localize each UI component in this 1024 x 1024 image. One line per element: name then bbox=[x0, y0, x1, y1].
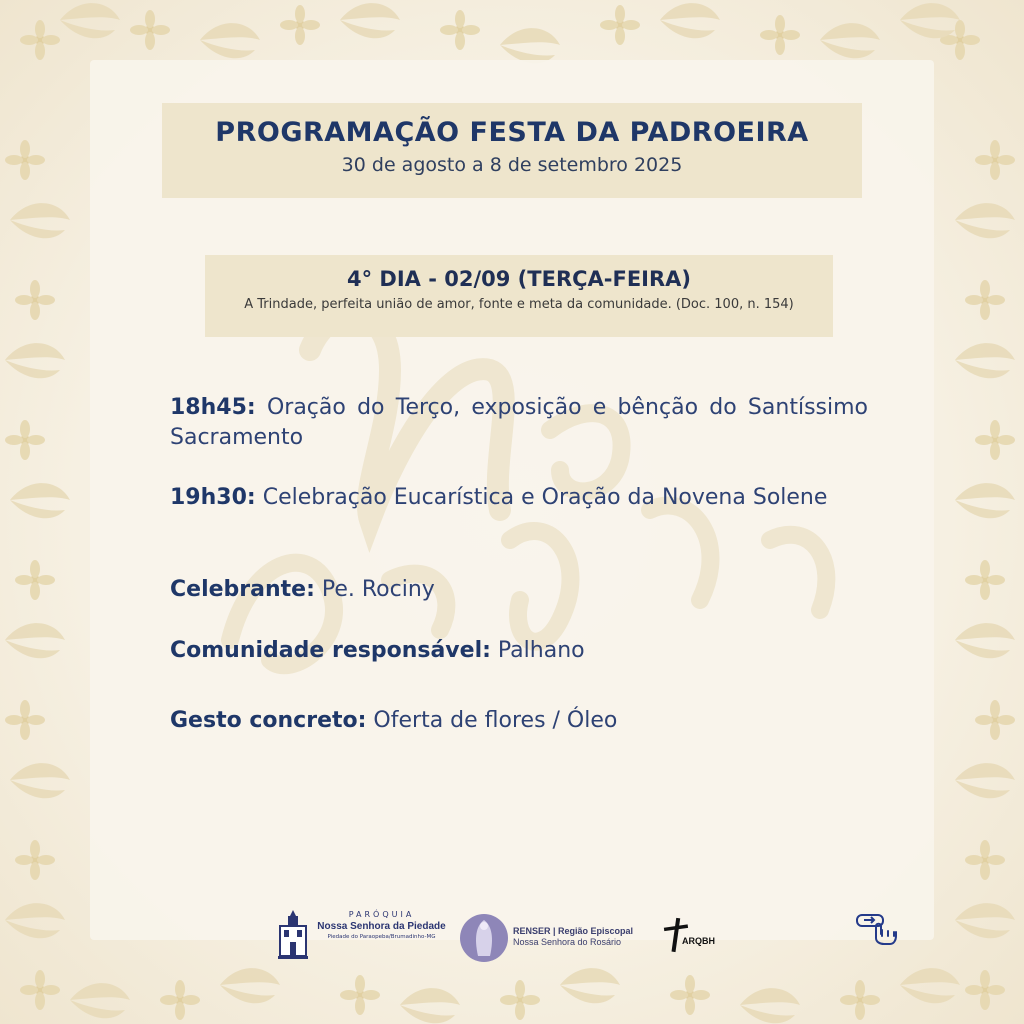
header-box bbox=[162, 103, 862, 198]
gesture-item bbox=[170, 706, 868, 736]
celebrant-item bbox=[170, 575, 868, 605]
schedule-text: Celebração Eucarística e Oração da Novena Solene bbox=[262, 485, 828, 510]
parish-logo bbox=[276, 904, 446, 960]
schedule-item bbox=[170, 393, 868, 453]
footer-logos bbox=[0, 896, 1024, 976]
arq-logo bbox=[660, 916, 730, 956]
schedule-text: Oferta de flores / Óleo bbox=[373, 708, 618, 733]
parish-location: Piedade do Paraopeba/Brumadinho-MG bbox=[327, 934, 436, 940]
day-box bbox=[205, 255, 833, 337]
schedule-text: Oração do Terço, exposição e bênção do Santíssimo Sacramento bbox=[170, 395, 868, 450]
parish-small-label: PARÓQUIA bbox=[348, 910, 415, 919]
schedule-text: Palhano bbox=[497, 638, 585, 663]
schedule-label: Gesto concreto: bbox=[170, 708, 367, 733]
day-title: 4° DIA - 02/09 (TERÇA-FEIRA) bbox=[346, 267, 692, 291]
renser-line2: Nossa Senhora do Rosário bbox=[513, 937, 622, 947]
renser-logo bbox=[458, 912, 658, 964]
community-item bbox=[170, 636, 868, 666]
arq-label: ARQBH bbox=[682, 936, 715, 946]
schedule-label: 18h45: bbox=[170, 395, 256, 420]
schedule-label: Comunidade responsável: bbox=[170, 638, 491, 663]
church-logo-icon bbox=[276, 908, 310, 962]
day-theme: A Trindade, perfeita união de amor, fonte e meta da comunidade. (Doc. 100, n. 154) bbox=[244, 297, 794, 312]
renser-line1: RENSER | Região Episcopal bbox=[513, 926, 634, 936]
page-subtitle: 30 de agosto a 8 de setembro 2025 bbox=[341, 154, 683, 176]
schedule-label: 19h30: bbox=[170, 485, 256, 510]
tap-hand-icon bbox=[856, 912, 900, 946]
schedule-item bbox=[170, 483, 868, 513]
mary-logo-icon bbox=[458, 912, 510, 964]
parish-name: Nossa Senhora da Piedade bbox=[317, 921, 446, 932]
schedule-label: Celebrante: bbox=[170, 577, 315, 602]
page-title: PROGRAMAÇÃO FESTA DA PADROEIRA bbox=[215, 117, 809, 148]
schedule-text: Pe. Rociny bbox=[321, 577, 435, 602]
